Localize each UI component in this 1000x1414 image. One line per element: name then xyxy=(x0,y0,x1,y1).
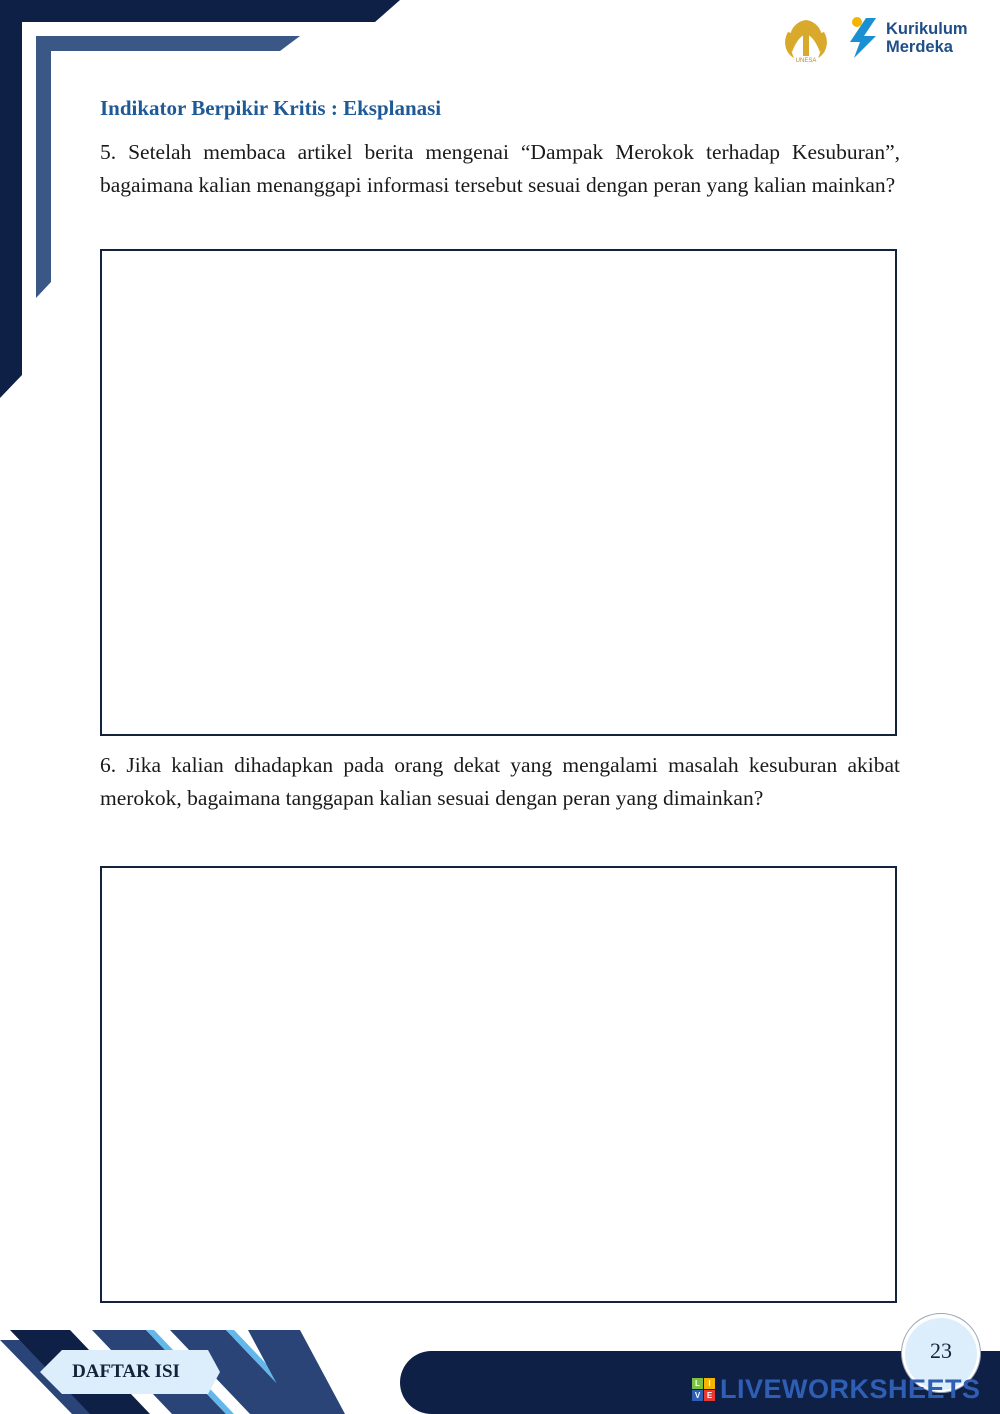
live-squares-icon xyxy=(692,1378,716,1402)
page-number: 23 xyxy=(930,1338,952,1363)
logo-line-2: Merdeka xyxy=(886,38,953,56)
answer-input-5[interactable] xyxy=(102,251,895,734)
live-letter-v: V xyxy=(692,1390,703,1401)
logo-line-1: Kurikulum xyxy=(886,20,968,38)
live-letter-i: I xyxy=(704,1378,715,1389)
live-letter-e: E xyxy=(704,1390,715,1401)
answer-box-5[interactable] xyxy=(100,249,897,736)
daftar-isi-label: DAFTAR ISI xyxy=(72,1361,180,1382)
daftar-isi-button[interactable] xyxy=(40,1350,222,1394)
section-heading: Indikator Berpikir Kritis : Eksplanasi xyxy=(100,96,442,120)
unesa-logo xyxy=(780,12,832,68)
live-letter-l: L xyxy=(692,1378,703,1389)
answer-box-6[interactable] xyxy=(100,866,897,1303)
question-6-text: 6. Jika kalian dihadapkan pada orang dekat yang mengalami masalah kesuburan akibat merokok, bagaimana tanggapan kalian sesuai dengan peran yang dimainkan? xyxy=(100,753,900,810)
answer-input-6[interactable] xyxy=(102,868,895,1301)
unesa-caption: UNESA xyxy=(795,58,817,64)
kurikulum-merdeka-icon xyxy=(846,14,882,60)
kurikulum-merdeka-logo xyxy=(846,14,981,64)
liveworksheets-text: LIVEWORKSHEETS xyxy=(720,1374,981,1404)
liveworksheets-logo xyxy=(692,1376,992,1406)
question-5-text: 5. Setelah membaca artikel berita mengenai “Dampak Merokok terhadap Kesuburan”, bagaimana kalian menanggapi informasi tersebut sesuai dengan peran yang kalian mainkan? xyxy=(100,140,900,197)
